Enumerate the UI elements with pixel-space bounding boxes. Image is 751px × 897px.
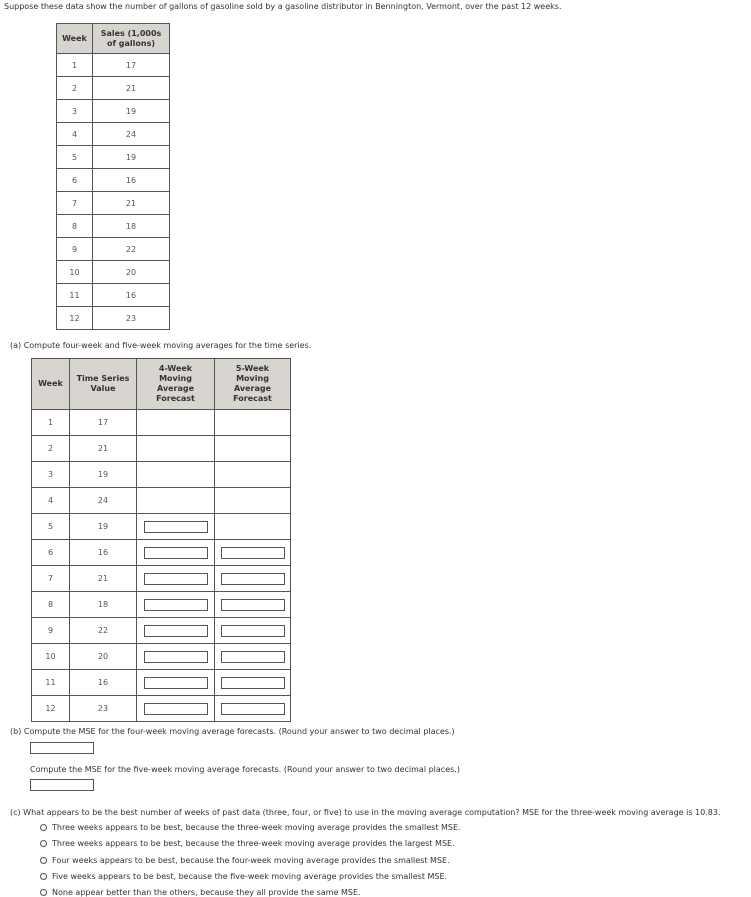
ma4-input[interactable] — [144, 547, 208, 559]
answer-option[interactable] — [40, 888, 361, 897]
ma5-cell — [215, 540, 291, 566]
ma5-cell — [215, 592, 291, 618]
sales-row — [57, 284, 170, 307]
ma4-cell — [137, 540, 215, 566]
week-cell: 4 — [32, 488, 70, 514]
part-a-prompt: (a) Compute four-week and five-week moving averages for the time series. — [10, 341, 312, 350]
sales-row — [57, 54, 170, 77]
option-label: None appear better than the others, because they all provide the same MSE. — [52, 888, 361, 897]
sales-cell: 21 — [93, 192, 170, 215]
week-cell: 2 — [32, 436, 70, 462]
ma5-cell — [215, 566, 291, 592]
week-cell: 9 — [32, 618, 70, 644]
sales-cell: 24 — [93, 123, 170, 146]
ma5-cell — [215, 670, 291, 696]
radio-button[interactable] — [40, 889, 47, 896]
part-c-prompt: (c) What appears to be the best number of weeks of past data (three, four, or five) to use in the moving average computation? MSE for the three-week moving average is 10.83. — [10, 808, 721, 817]
week-cell: 1 — [57, 54, 93, 77]
option-label: Five weeks appears to be best, because the five-week moving average provides the smallest MSE. — [52, 871, 448, 881]
ma4-header: 4-Week Moving Average Forecast — [137, 359, 215, 410]
ma4-cell — [137, 514, 215, 540]
value-cell: 16 — [70, 540, 137, 566]
value-cell: 19 — [70, 514, 137, 540]
ma5-input[interactable] — [221, 599, 285, 611]
ma-row — [32, 410, 291, 436]
sales-cell: 16 — [93, 169, 170, 192]
week-cell: 7 — [32, 566, 70, 592]
sales-row — [57, 146, 170, 169]
sales-table — [56, 23, 170, 330]
option-label: Three weeks appears to be best, because the three-week moving average provides the largest MSE. — [52, 839, 455, 849]
week-header: Week — [57, 24, 93, 54]
time-series-header: Time Series Value — [70, 359, 137, 410]
week-cell: 2 — [57, 77, 93, 100]
value-cell: 19 — [70, 462, 137, 488]
week-cell: 12 — [32, 696, 70, 722]
sales-row — [57, 169, 170, 192]
ma5-input[interactable] — [221, 703, 285, 715]
value-cell: 21 — [70, 436, 137, 462]
ma5-cell — [215, 488, 291, 514]
intro-text: Suppose these data show the number of gallons of gasoline sold by a gasoline distributor in Bennington, Vermont, over the past 12 weeks. — [4, 2, 562, 11]
sales-cell: 18 — [93, 215, 170, 238]
week-cell: 10 — [32, 644, 70, 670]
ma-row — [32, 670, 291, 696]
ma4-cell — [137, 696, 215, 722]
ma5-input[interactable] — [221, 573, 285, 585]
ma5-cell — [215, 462, 291, 488]
ma4-cell — [137, 670, 215, 696]
part-b-prompt-2: Compute the MSE for the five-week moving average forecasts. (Round your answer to two decimal places.) — [30, 765, 460, 774]
week-cell: 10 — [57, 261, 93, 284]
ma4-input[interactable] — [144, 677, 208, 689]
ma5-input[interactable] — [221, 677, 285, 689]
value-cell: 17 — [70, 410, 137, 436]
option-label: Four weeks appears to be best, because the four-week moving average provides the smallest MSE. — [52, 855, 450, 865]
sales-row — [57, 261, 170, 284]
ma5-cell — [215, 696, 291, 722]
ma5-cell — [215, 410, 291, 436]
week-cell: 5 — [32, 514, 70, 540]
value-cell: 20 — [70, 644, 137, 670]
ma4-cell — [137, 644, 215, 670]
value-cell: 21 — [70, 566, 137, 592]
ma-row — [32, 592, 291, 618]
week-cell: 8 — [32, 592, 70, 618]
week-cell: 12 — [57, 307, 93, 330]
ma5-cell — [215, 514, 291, 540]
ma4-input[interactable] — [144, 703, 208, 715]
ma-row — [32, 566, 291, 592]
value-cell: 16 — [70, 670, 137, 696]
sales-cell: 17 — [93, 54, 170, 77]
sales-row — [57, 192, 170, 215]
ma5-input[interactable] — [221, 547, 285, 559]
ma-row — [32, 436, 291, 462]
value-cell: 23 — [70, 696, 137, 722]
ma-row — [32, 644, 291, 670]
sales-row — [57, 238, 170, 261]
ma5-cell — [215, 618, 291, 644]
week-cell: 6 — [57, 169, 93, 192]
mse-five-week-input[interactable] — [30, 779, 94, 791]
sales-row — [57, 100, 170, 123]
answer-option[interactable] — [40, 839, 455, 848]
week-cell: 3 — [32, 462, 70, 488]
option-label: Three weeks appears to be best, because the three-week moving average provides the smallest MSE. — [52, 823, 461, 832]
sales-cell: 20 — [93, 261, 170, 284]
sales-cell: 22 — [93, 238, 170, 261]
week-header: Week — [32, 359, 70, 410]
week-cell: 5 — [57, 146, 93, 169]
sales-cell: 19 — [93, 146, 170, 169]
ma4-input[interactable] — [144, 573, 208, 585]
moving-average-table — [31, 358, 291, 722]
ma4-input[interactable] — [144, 521, 208, 533]
sales-cell: 21 — [93, 77, 170, 100]
ma5-cell — [215, 436, 291, 462]
sales-cell: 16 — [93, 284, 170, 307]
week-cell: 1 — [32, 410, 70, 436]
sales-row — [57, 215, 170, 238]
value-cell: 22 — [70, 618, 137, 644]
radio-button[interactable] — [40, 873, 47, 880]
week-cell: 6 — [32, 540, 70, 566]
ma5-header: 5-Week Moving Average Forecast — [215, 359, 291, 410]
ma4-cell — [137, 566, 215, 592]
ma-row — [32, 514, 291, 540]
ma4-input[interactable] — [144, 651, 208, 663]
part-b-prompt: (b) Compute the MSE for the four-week moving average forecasts. (Round your answer to two decimal places.) — [10, 727, 455, 736]
answer-option[interactable] — [40, 823, 461, 832]
ma-row — [32, 696, 291, 722]
sales-header: Sales (1,000s of gallons) — [93, 24, 170, 54]
week-cell: 9 — [57, 238, 93, 261]
value-cell: 18 — [70, 592, 137, 618]
week-cell: 8 — [57, 215, 93, 238]
ma4-cell — [137, 462, 215, 488]
ma4-cell — [137, 592, 215, 618]
sales-row — [57, 307, 170, 330]
radio-button[interactable] — [40, 840, 47, 847]
week-cell: 11 — [32, 670, 70, 696]
ma4-cell — [137, 488, 215, 514]
week-cell: 7 — [57, 192, 93, 215]
ma4-cell — [137, 410, 215, 436]
sales-cell: 19 — [93, 100, 170, 123]
week-cell: 3 — [57, 100, 93, 123]
ma-row — [32, 462, 291, 488]
sales-row — [57, 77, 170, 100]
sales-cell: 23 — [93, 307, 170, 330]
radio-button[interactable] — [40, 824, 47, 831]
week-cell: 4 — [57, 123, 93, 146]
answer-option[interactable] — [40, 856, 450, 865]
sales-row — [57, 123, 170, 146]
ma-row — [32, 618, 291, 644]
week-cell: 11 — [57, 284, 93, 307]
ma-row — [32, 488, 291, 514]
ma5-input[interactable] — [221, 625, 285, 637]
mse-four-week-input[interactable] — [30, 742, 94, 754]
ma4-input[interactable] — [144, 625, 208, 637]
ma4-input[interactable] — [144, 599, 208, 611]
ma4-cell — [137, 436, 215, 462]
ma-row — [32, 540, 291, 566]
ma5-cell — [215, 644, 291, 670]
value-cell: 24 — [70, 488, 137, 514]
answer-option[interactable] — [40, 872, 447, 881]
ma4-cell — [137, 618, 215, 644]
radio-button[interactable] — [40, 857, 47, 864]
ma5-input[interactable] — [221, 651, 285, 663]
